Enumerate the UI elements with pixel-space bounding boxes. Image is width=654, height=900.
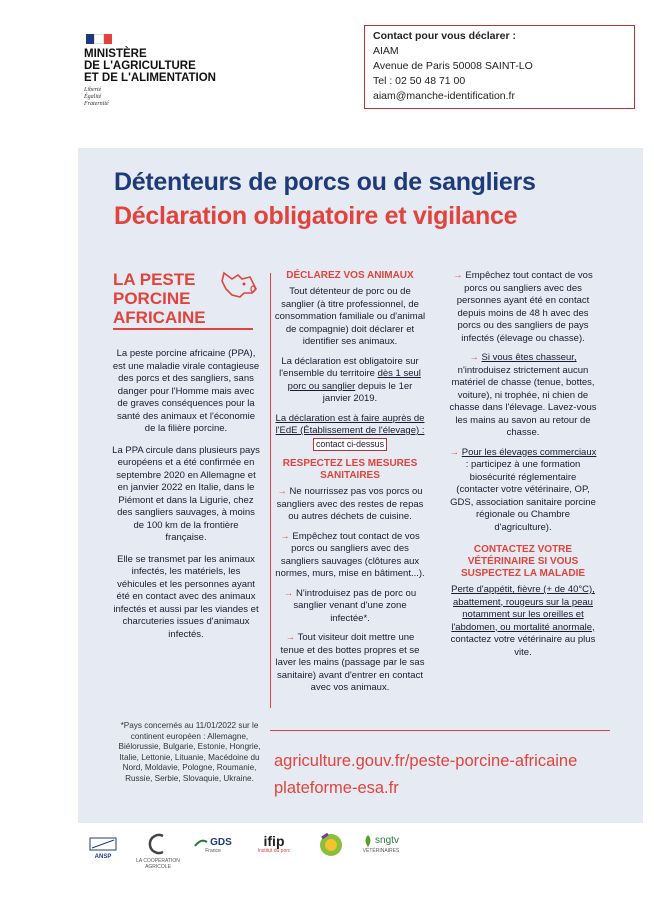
declare-paragraph: La déclaration est à faire auprès de l'EdE (Établissement de l'élevage) : contact ci-dessus — [275, 412, 425, 449]
sanitary-item: → Ne nourrissez pas vos porcs ou sangliers avec des restes de repas ou autres déchets de cuisine. — [276, 486, 424, 522]
contact-title: Contact pour vous déclarer : — [373, 30, 516, 42]
gds-swoosh-icon — [194, 838, 208, 848]
government-logo — [84, 34, 254, 108]
measure-item: → Pour les élevages commerciaux : participez à une formation biosécurité réglementaire (contacter votre vétérinaire, OP, GDS, association sanitaire porcine régionale ou Chambre d'agriculture). — [449, 446, 597, 533]
poster-title: Détenteurs de porcs ou de sangliers — [114, 168, 536, 196]
contact-highlight: contact ci-dessus — [313, 438, 387, 451]
anses-logo-icon — [88, 836, 118, 852]
intro-paragraph: La PPA circule dans plusieurs pays européens et a été confirmée en septembre 2020 en Allemagne et en janvier 2022 en Italie, dans le Piémont et dans la Ligurie, chez des sangliers sauvages, à moins de 100 km de la frontière française. — [112, 444, 260, 543]
affected-countries-footnote: *Pays concernés au 11/01/2022 sur le continent européen : Allemagne, Biélorussie, Bulgarie, Estonie, Hongrie, Italie, Lettonie, Lituanie, Macédoine du Nord, Moldavie, Pologne, Roumanie, Russie, Serbie, Slovaquie, Ukraine. — [118, 721, 261, 783]
declare-column — [274, 270, 426, 702]
coop-logo: LA COOPÉRATION AGRICOLE — [136, 832, 180, 870]
gds-logo: GDS France — [188, 838, 238, 854]
french-flag-icon — [86, 34, 112, 44]
sanitary-item: → N'introduisez pas de porc ou sanglier venant d'une zone infectée*. — [283, 587, 417, 624]
circle-partner-logo — [316, 832, 346, 860]
republic-motto: Liberté Égalité Fraternité — [84, 87, 109, 107]
brand-divider — [113, 328, 253, 330]
sanitary-heading: RESPECTEZ LES MESURES SANITAIRES — [282, 458, 418, 481]
poster-subtitle: Déclaration obligatoire et vigilance — [114, 202, 518, 230]
esa-platform-link[interactable]: plateforme-esa.fr — [274, 779, 399, 797]
contact-box — [364, 25, 635, 109]
declare-heading: DÉCLAREZ VOS ANIMAUX — [286, 270, 414, 281]
links-divider — [270, 730, 610, 731]
anses-logo: ANSP — [84, 836, 122, 860]
sanitary-item: → Empêchez tout contact de vos porcs ou sangliers avec des sangliers sauvages (clôtures aux normes, murs, mise en bâtiment...). — [275, 530, 425, 579]
agriculture-link[interactable]: agriculture.gouv.fr/peste-porcine-africaine — [274, 752, 578, 770]
campaign-brand: LA PESTE PORCINE AFRICAINE — [113, 270, 206, 327]
contact-org: AIAM — [373, 45, 399, 57]
contact-email: aiam@manche-identification.fr — [373, 90, 515, 102]
contact-address: Avenue de Paris 50008 SAINT-LO — [373, 60, 533, 72]
measure-item: → Empêchez tout contact de vos porcs ou sangliers avec des personnes ayant été en contact depuis moins de 48 h avec des porcs ou des sangliers de pays infectés (élevage ou chasse). — [453, 270, 593, 344]
declare-paragraph: Tout détenteur de porc ou de sanglier (à titre professionnel, de consommation familiale ou d'animal de compagnie) doit déclarer et identifier ses animaux. — [274, 286, 426, 347]
vet-paragraph: Perte d'appétit, fièvre (+ de 40°C), abattement, rougeurs sur la peau notamment sur les oreilles et l'abdomen, ou mortalité anormale, contactez votre vétérinaire au plus vite. — [450, 584, 596, 658]
intro-paragraph: La peste porcine africaine (PPA), est une maladie virale contagieuse des porcs et des sangliers, sans danger pour l'Homme mais avec de graves conséquences pour la santé des animaux et l'économie de la filière porcine. — [112, 348, 260, 434]
sngtv-leaf-icon — [363, 834, 373, 848]
pig-head-icon — [218, 269, 258, 301]
partner-logos — [84, 832, 434, 870]
declare-paragraph: La déclaration est obligatoire sur l'ensemble du territoire dès 1 seul porc ou sanglier depuis le 1er janvier 2019. — [279, 355, 421, 404]
ppa-poster — [78, 148, 643, 823]
coop-logo-icon — [145, 832, 171, 856]
sanitary-item: → Tout visiteur doit mettre une tenue et des bottes propres et se laver les mains (passage par le sas sanitaire) avant d'entrer en contact avec vos animaux. — [275, 632, 425, 693]
ifip-logo: ifip Institut du porc — [257, 833, 291, 854]
measures-column — [448, 270, 598, 666]
measure-item: → Si vous êtes chasseur, n'introduisez strictement aucun matériel de chasse (tenue, bottes, voiture), ni trophée, ni chien de chasse dans l'élevage. Lavez-vous les mains au savon au retour de chasse. — [449, 352, 597, 438]
circle-partner-icon — [318, 832, 344, 858]
intro-column — [112, 348, 260, 650]
column-divider — [270, 273, 271, 708]
sngtv-logo: sngtv VÉTÉRINAIRES — [362, 835, 400, 854]
vet-heading: CONTACTEZ VOTRE VÉTÉRINAIRE SI VOUS SUSPECTEZ LA MALADIE — [460, 544, 586, 579]
ministry-name: MINISTÈRE DE L'AGRICULTURE ET DE L'ALIMENTATION — [84, 48, 216, 84]
intro-paragraph: Elle se transmet par les animaux infectés, les matériels, les véhicules et les personnes ayant été en contact avec des animaux infectés et aussi par les viandes et charcuteries issues d'animaux infectés. — [113, 553, 259, 640]
contact-phone: Tel : 02 50 48 71 00 — [373, 75, 466, 87]
